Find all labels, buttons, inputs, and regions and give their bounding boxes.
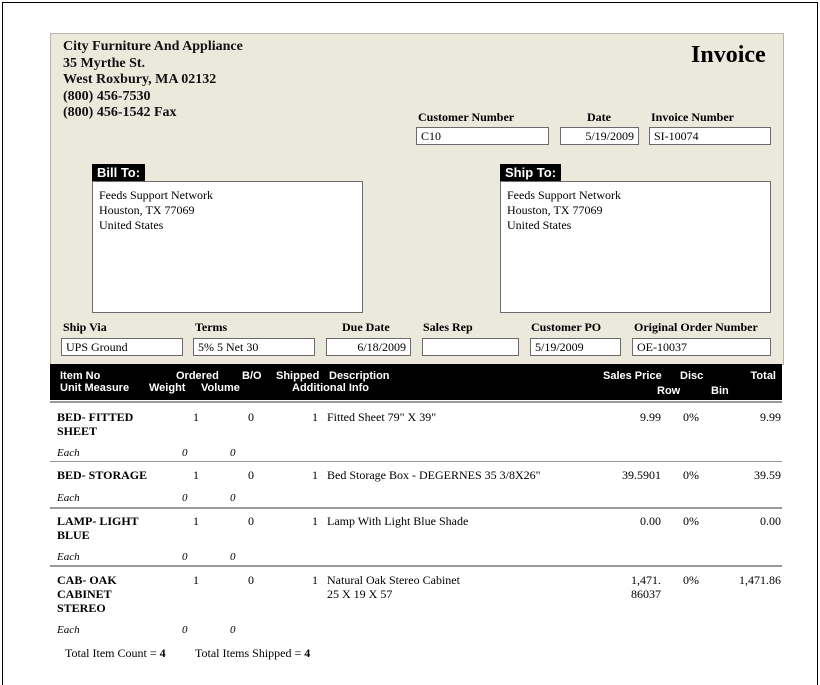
shipped-qty: 1 xyxy=(312,468,318,482)
company-phone: (800) 456-7530 xyxy=(63,88,151,104)
due-date-label: Due Date xyxy=(342,320,390,334)
line-items-header xyxy=(50,364,782,400)
col-item-no: Item No xyxy=(60,370,101,382)
bo-qty: 0 xyxy=(248,410,254,424)
description: Bed Storage Box - DEGERNES 35 3/8X26" xyxy=(327,468,541,482)
unit-measure: Each xyxy=(57,447,80,459)
shipped-qty: 1 xyxy=(312,410,318,424)
col-bo: B/O xyxy=(242,370,262,382)
row-separator xyxy=(50,507,782,509)
description: Lamp With Light Blue Shade xyxy=(327,514,469,528)
disc: 0% xyxy=(683,514,699,528)
col-additional-info: Additional Info xyxy=(292,382,369,394)
customer-number-label: Customer Number xyxy=(418,110,515,124)
ordered-qty: 1 xyxy=(193,573,199,587)
col-ordered: Ordered xyxy=(176,370,219,382)
sales-price: 39.5901 xyxy=(622,468,661,482)
col-total: Total xyxy=(750,370,776,382)
weight: 0 xyxy=(182,447,188,459)
item-number: CAB- OAK CABINET STEREO xyxy=(57,573,117,615)
company-name: City Furniture And Appliance xyxy=(63,39,243,54)
description: Natural Oak Stereo Cabinet 25 X 19 X 57 xyxy=(327,573,460,601)
bill-to-line: United States xyxy=(99,218,164,232)
invoice-title: Invoice xyxy=(691,42,766,68)
unit-measure: Each xyxy=(57,624,80,636)
invoice-number-field[interactable]: SI-10074 xyxy=(649,127,771,145)
terms-field[interactable]: 5% 5 Net 30 xyxy=(193,338,315,356)
shipped-qty: 1 xyxy=(312,514,318,528)
ship-via-field[interactable]: UPS Ground xyxy=(61,338,183,356)
disc: 0% xyxy=(683,573,699,587)
original-order-label: Original Order Number xyxy=(634,320,758,334)
line-total: 0.00 xyxy=(760,514,781,528)
bo-qty: 0 xyxy=(248,573,254,587)
total-item-count: Total Item Count = 4 xyxy=(65,646,166,660)
sales-rep-field[interactable] xyxy=(422,338,519,356)
customer-po-field[interactable]: 5/19/2009 xyxy=(530,338,621,356)
line-total: 9.99 xyxy=(760,410,781,424)
ship-to-line: United States xyxy=(507,218,572,232)
row-separator xyxy=(50,401,782,403)
item-number: BED- STORAGE xyxy=(57,468,148,482)
bill-to-label: Bill To: xyxy=(92,164,145,181)
sales-price: 0.00 xyxy=(640,514,661,528)
customer-po-label: Customer PO xyxy=(531,320,602,334)
bill-to-line: Houston, TX 77069 xyxy=(99,203,195,217)
ship-to-line: Houston, TX 77069 xyxy=(507,203,603,217)
col-description: Description xyxy=(329,370,390,382)
col-sales-price: Sales Price xyxy=(603,370,662,382)
terms-label: Terms xyxy=(195,320,228,334)
disc: 0% xyxy=(683,468,699,482)
ordered-qty: 1 xyxy=(193,410,199,424)
unit-measure: Each xyxy=(57,492,80,504)
company-block xyxy=(63,39,243,122)
due-date-field[interactable]: 6/18/2009 xyxy=(326,338,411,356)
shipped-qty: 1 xyxy=(312,573,318,587)
disc: 0% xyxy=(683,410,699,424)
volume: 0 xyxy=(230,447,236,459)
row-separator xyxy=(50,461,782,462)
col-volume: Volume xyxy=(201,382,240,394)
ship-to-label: Ship To: xyxy=(500,164,561,181)
description: Fitted Sheet 79" X 39" xyxy=(327,410,437,424)
ship-via-label: Ship Via xyxy=(63,320,107,334)
weight: 0 xyxy=(182,551,188,563)
unit-measure: Each xyxy=(57,551,80,563)
sales-price: 1,471. 86037 xyxy=(631,573,661,601)
date-field[interactable]: 5/19/2009 xyxy=(560,127,639,145)
item-number: LAMP- LIGHT BLUE xyxy=(57,514,139,542)
company-street: 35 Myrthe St. xyxy=(63,55,146,71)
ordered-qty: 1 xyxy=(193,514,199,528)
date-label: Date xyxy=(587,110,611,124)
col-shipped: Shipped xyxy=(276,370,320,382)
bo-qty: 0 xyxy=(248,514,254,528)
line-total: 39.59 xyxy=(754,468,781,482)
bo-qty: 0 xyxy=(248,468,254,482)
volume: 0 xyxy=(230,624,236,636)
col-weight: Weight xyxy=(149,382,186,394)
weight: 0 xyxy=(182,492,188,504)
volume: 0 xyxy=(230,492,236,504)
total-items-shipped: Total Items Shipped = 4 xyxy=(195,646,311,660)
col-bin: Bin xyxy=(711,385,729,397)
row-separator xyxy=(50,565,782,567)
bill-to-line: Feeds Support Network xyxy=(99,188,213,202)
bill-to-address[interactable] xyxy=(92,181,363,313)
invoice-number-label: Invoice Number xyxy=(651,110,734,124)
ship-to-line: Feeds Support Network xyxy=(507,188,621,202)
company-city: West Roxbury, MA 02132 xyxy=(63,72,217,87)
volume: 0 xyxy=(230,551,236,563)
col-row: Row xyxy=(657,385,681,397)
original-order-field[interactable]: OE-10037 xyxy=(632,338,771,356)
company-fax: (800) 456-1542 Fax xyxy=(63,105,177,120)
ship-to-address[interactable] xyxy=(500,181,771,313)
col-unit-measure: Unit Measure xyxy=(60,382,130,394)
customer-number-field[interactable]: C10 xyxy=(416,127,549,145)
line-total: 1,471.86 xyxy=(739,573,781,587)
ordered-qty: 1 xyxy=(193,468,199,482)
sales-price: 9.99 xyxy=(640,410,661,424)
weight: 0 xyxy=(182,624,188,636)
sales-rep-label: Sales Rep xyxy=(423,320,473,334)
item-number: BED- FITTED SHEET xyxy=(57,410,134,438)
col-disc: Disc xyxy=(680,370,704,382)
